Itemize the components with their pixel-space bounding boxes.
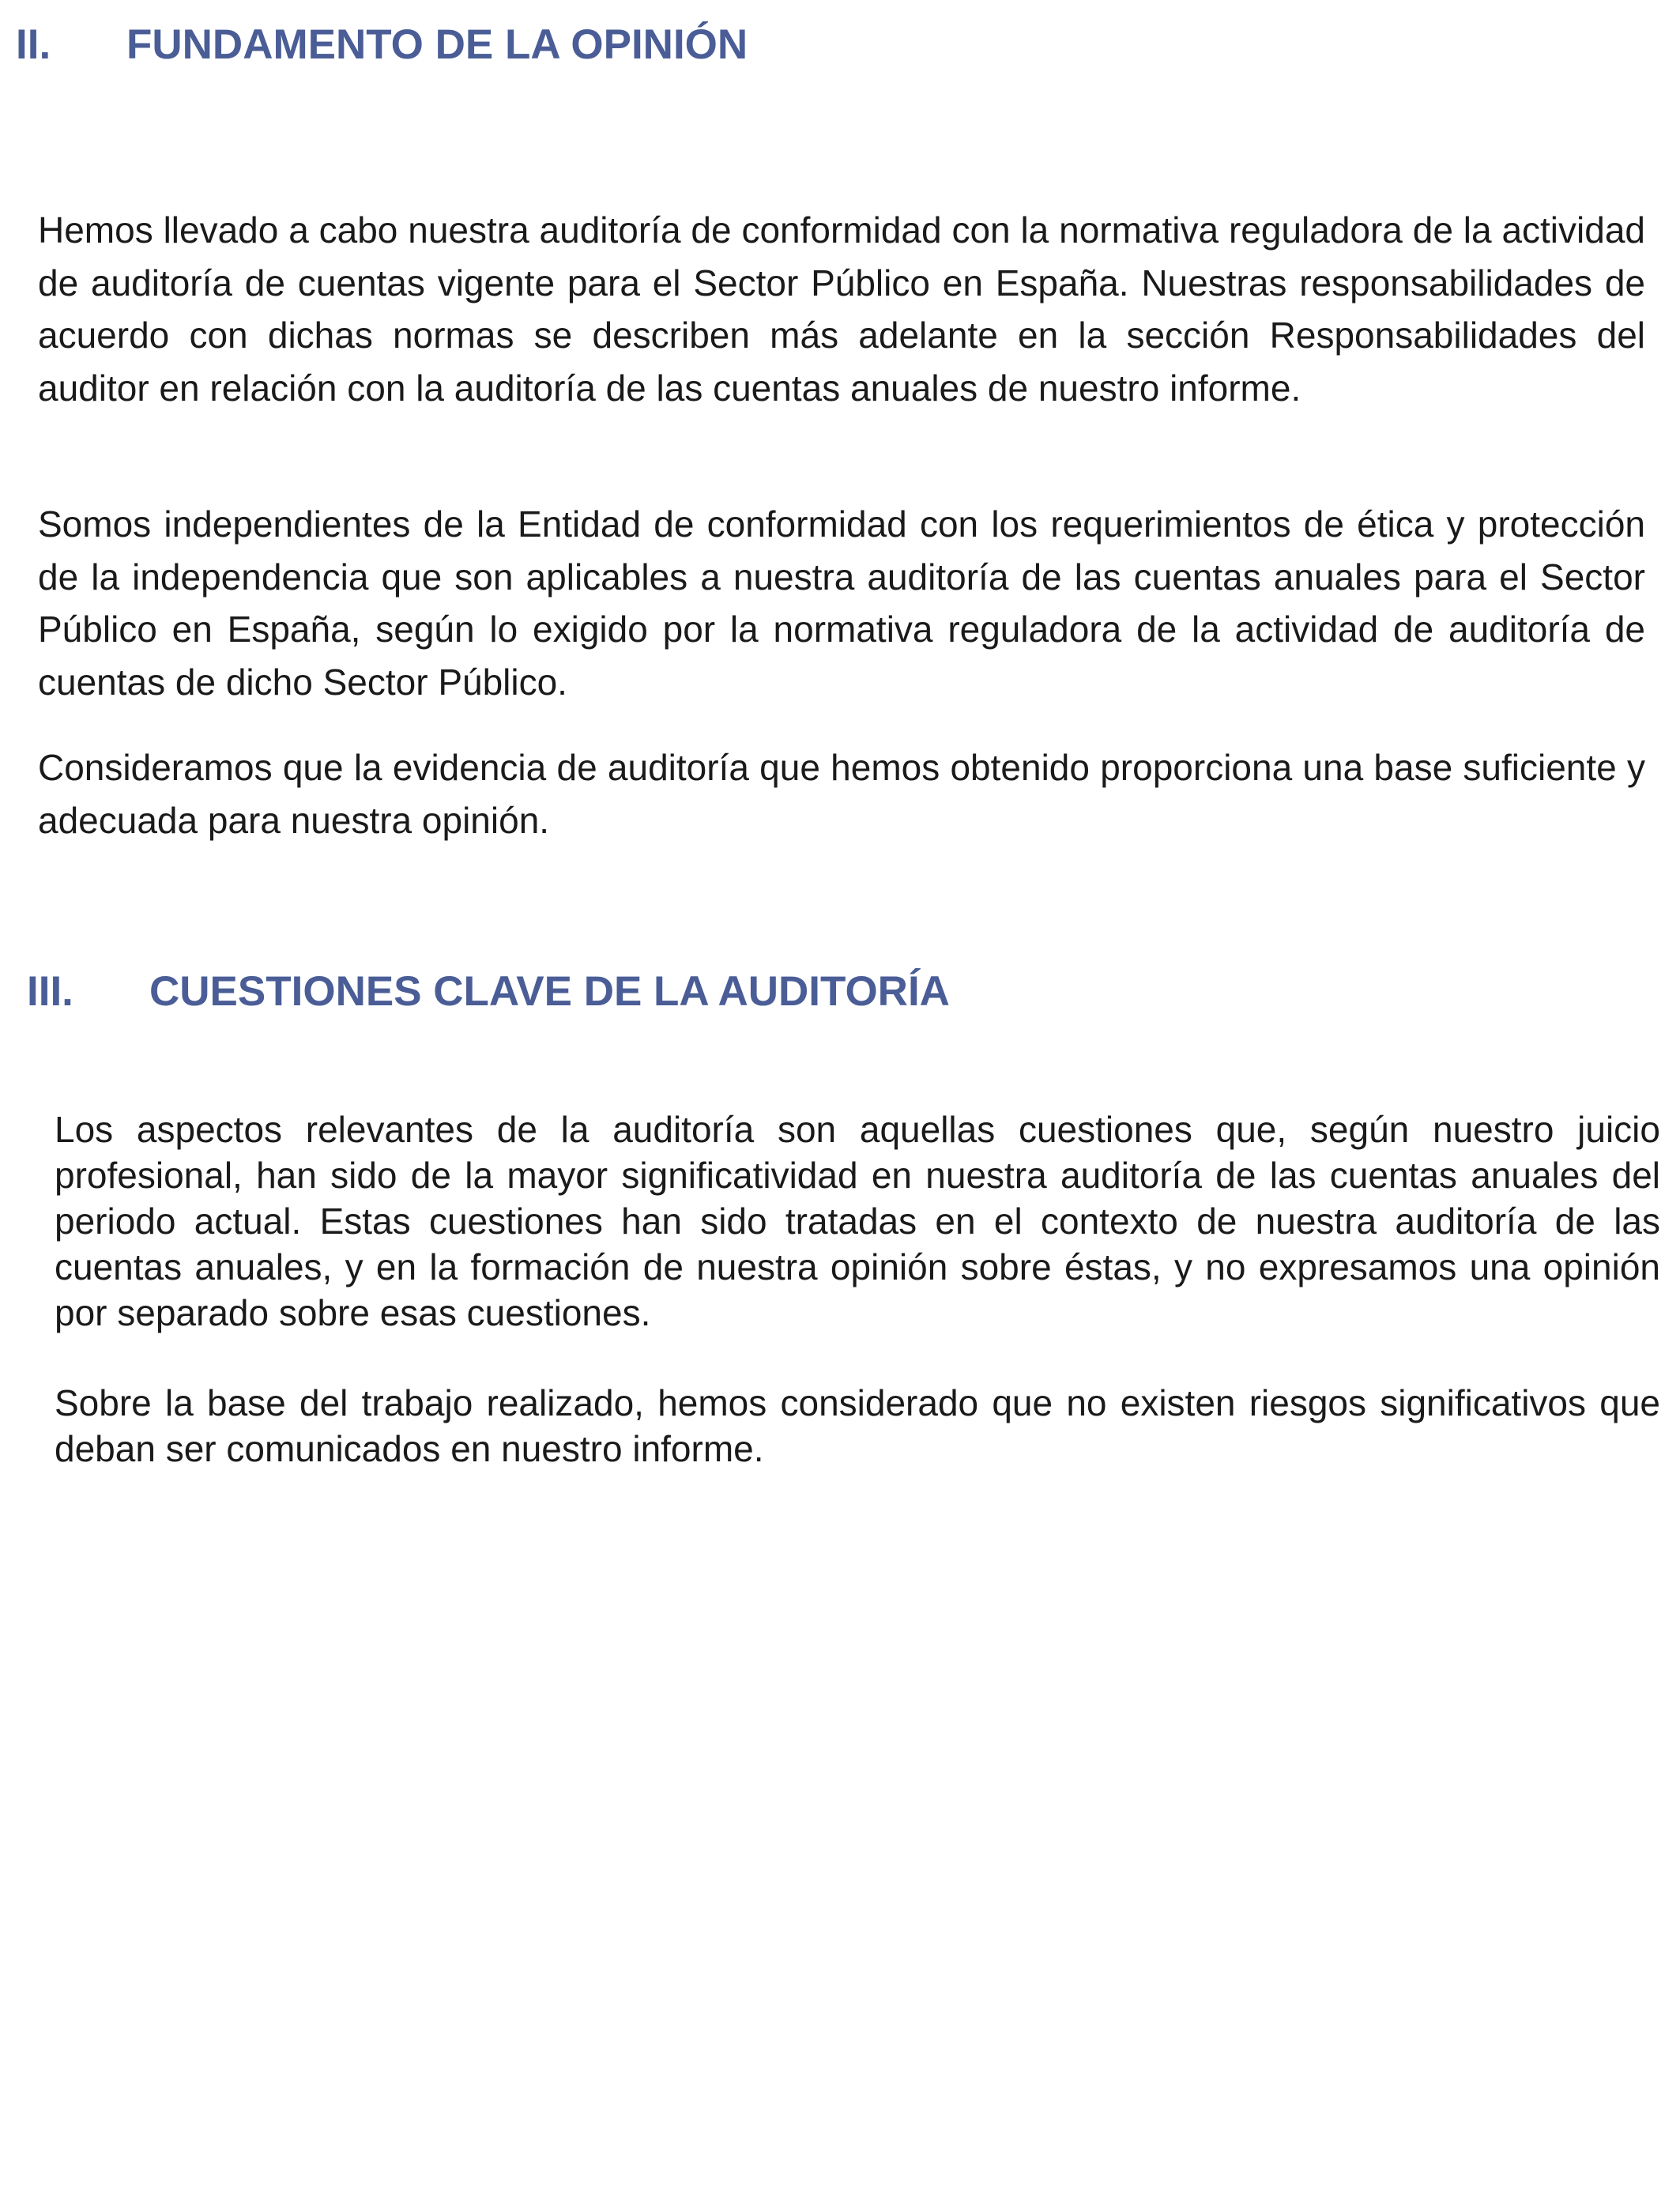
section-3-paragraph-1: Los aspectos relevantes de la auditoría son aquellas cuestiones que, según nuestro juicio profesional, han sido de la mayor significatividad en nuestra auditoría de las cuentas anuales del periodo actual. Estas cuestiones han sido tratadas en el contexto de nuestra auditoría de las cuentas anuales, y en la formación de nuestra opinión sobre éstas, y no expresamos una opinión por separado sobre esas cuestiones. xyxy=(55,1109,1660,1333)
section-3-title: CUESTIONES CLAVE DE LA AUDITORÍA xyxy=(149,968,950,1015)
section-3-number: III. xyxy=(27,968,73,1015)
section-2-paragraph-2: Somos independientes de la Entidad de conformidad con los requerimientos de ética y protección de la independencia que son aplicables a nuestra auditoría de las cuentas anuales para el Sector Público en España, según lo exigido por la normativa reguladora de la actividad de auditoría de cuentas de dicho Sector Público. xyxy=(38,503,1645,703)
section-2-paragraph-3: Consideramos que la evidencia de auditoría que hemos obtenido proporciona una base suficiente y adecuada para nuestra opinión. xyxy=(38,747,1645,841)
section-3-heading xyxy=(27,967,1133,1016)
section-3-paragraph-2: Sobre la base del trabajo realizado, hemos considerado que no existen riesgos significativos que deban ser comunicados en nuestro informe. xyxy=(55,1382,1660,1469)
section-2-number: II. xyxy=(16,21,51,68)
section-2-title: FUNDAMENTO DE LA OPINIÓN xyxy=(126,21,748,68)
section-2-heading xyxy=(16,21,964,70)
section-2-paragraph-1: Hemos llevado a cabo nuestra auditoría de conformidad con la normativa reguladora de la actividad de auditoría de cuentas vigente para el Sector Público en España. Nuestras responsabilidades de acuerdo con dichas normas se describen más adelante en la sección Responsabilidades del auditor en relación con la auditoría de las cuentas anuales de nuestro informe. xyxy=(38,209,1645,409)
